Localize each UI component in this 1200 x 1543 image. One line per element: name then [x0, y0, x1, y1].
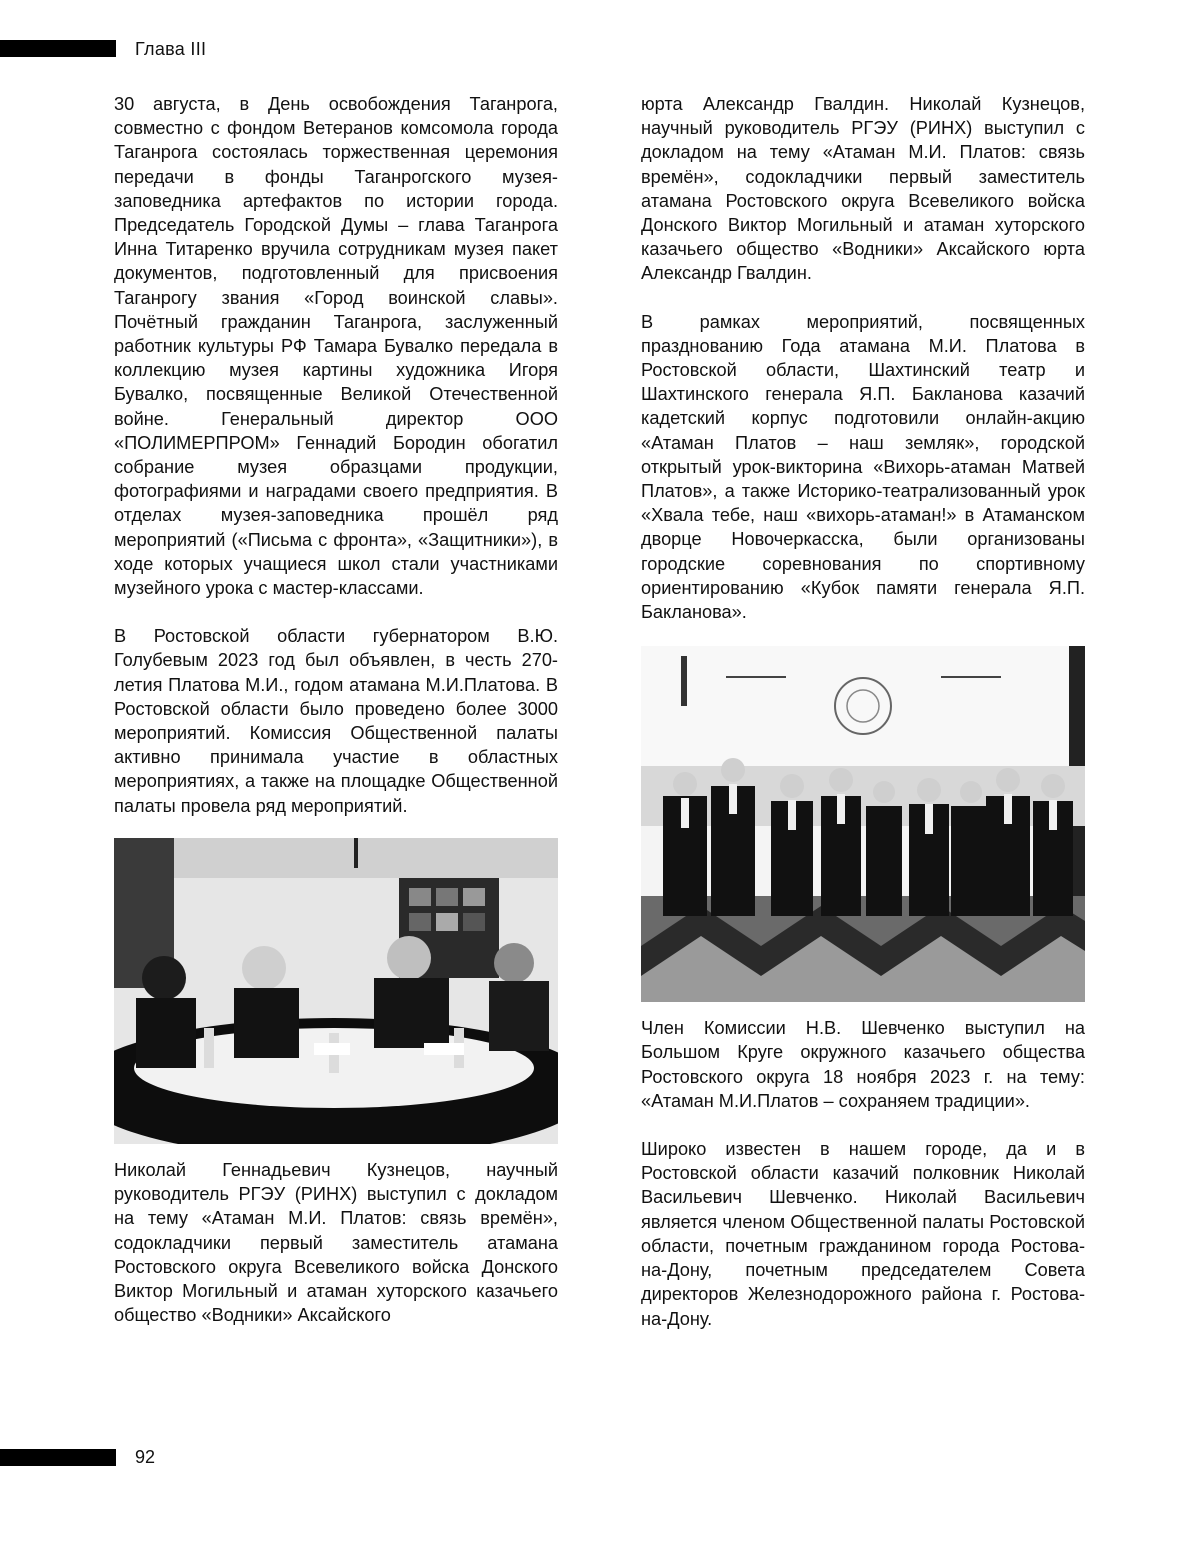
group-photo-caption: Член Комиссии Н.В. Шевченко выступил на Большом Круге окружного казачьего общества Ростовского округа 18 ноября 2023 г. на тему: «Атаман М.И.Платов – сохраняем традиции». [641, 1018, 1085, 1111]
group-photo-image [641, 646, 1085, 1002]
paragraph-taganrog: 30 августа, в День освобождения Таганрога, совместно с фондом Ветеранов комсомола города Таганрога состоялась торжественная церемония передачи в фонды Таганрогского музея-заповедника артефактов по истории города. Председатель Городской Думы – глава Таганрога Инна Титаренко вручила сотрудникам музея пакет документов, подготовленный для присвоения Таганрогу звания «Город воинской славы». Почётный гражданин Таганрога, заслуженный работник культуры РФ Тамара Бувалко передала в коллекцию музея картины художника Игоря Бувалко, посвященные Великой Отечественной войне. Генеральный директор ООО «ПОЛИМЕРПРОМ» Геннадий Бородин обогатил собрание музея образцами продукции, фотографиями и наградами своего предприятия. В отделах музея-заповедника прошёл ряд мероприятий («Письма с фронта», «Защитники»), в ходе которых учащиеся школ стали участниками музейного урока с мастер-классами. [114, 94, 558, 599]
chapter-title: Глава III [135, 39, 207, 59]
paragraph-gvaldin: юрта Александр Гвалдин. Николай Кузнецов, научный руководитель РГЭУ (РИНХ) выступил с докладом на тему «Атаман М.И. Платов: связь времён», содокладчики первый заместитель атамана Ростовского округа Всевеликого войска Донского Виктор Могильный и атаман хуторского казачьего общество «Водники» Аксайского юрта Александр Гвалдин. [641, 94, 1085, 284]
paragraph-shevchenko: Широко известен в нашем городе, да и в Ростовской области казачий полковник Николай Васильевич Шевченко. Николай Васильевич является членом Общественной палаты Ростовской области, почетным гражданином города Ростова-на-Дону, почетным председателем Совета директоров Железнодорожного района г. Ростова-на-Дону. [641, 1139, 1085, 1329]
left-column [114, 92, 558, 1351]
meeting-photo-image [114, 838, 558, 1144]
meeting-photo [114, 838, 558, 1144]
meeting-photo-caption: Николай Геннадьевич Кузнецов, научный руководитель РГЭУ (РИНХ) выступил с докладом на тему «Атаман М.И. Платов: связь времён», содокладчики первый заместитель атамана Ростовского округа Всевеликого войска Донского Виктор Могильный и атаман хуторского казачьего общество «Водники» Аксайского [114, 1159, 558, 1326]
footer-bar [0, 1449, 116, 1466]
page-number: 92 [135, 1447, 156, 1467]
group-photo [641, 646, 1085, 1002]
paragraph-platov-year: В Ростовской области губернатором В.Ю. Голубевым 2023 год был объявлен, в честь 270-летия Платова М.И., годом атамана М.И.Платова. В Ростовской области было проведено более 3000 мероприятий. Комиссия Общественной палаты активно принимала участие в областных мероприятиях, а также на площадке Общественной палаты провела ряд мероприятий. [114, 626, 558, 816]
header-bar [0, 40, 116, 57]
right-column [641, 92, 1085, 1355]
paragraph-shakhty-events: В рамках мероприятий, посвященных празднованию Года атамана М.И. Платова в Ростовской области, Шахтинский театр и Шахтинского генерала Я.П. Бакланова казачий кадетский корпус подготовили онлайн-акцию «Атаман Платов – наш земляк», городской открытый урок-викторина «Вихорь-атаман Матвей Платов», а также Историко-театрализованный урок «Хвала тебе, наш «вихорь-атаман!» в Атаманском дворце Новочеркасска, были организованы городские соревнования по спортивному ориентированию «Кубок памяти генерала Я.П. Бакланова». [641, 311, 1085, 623]
